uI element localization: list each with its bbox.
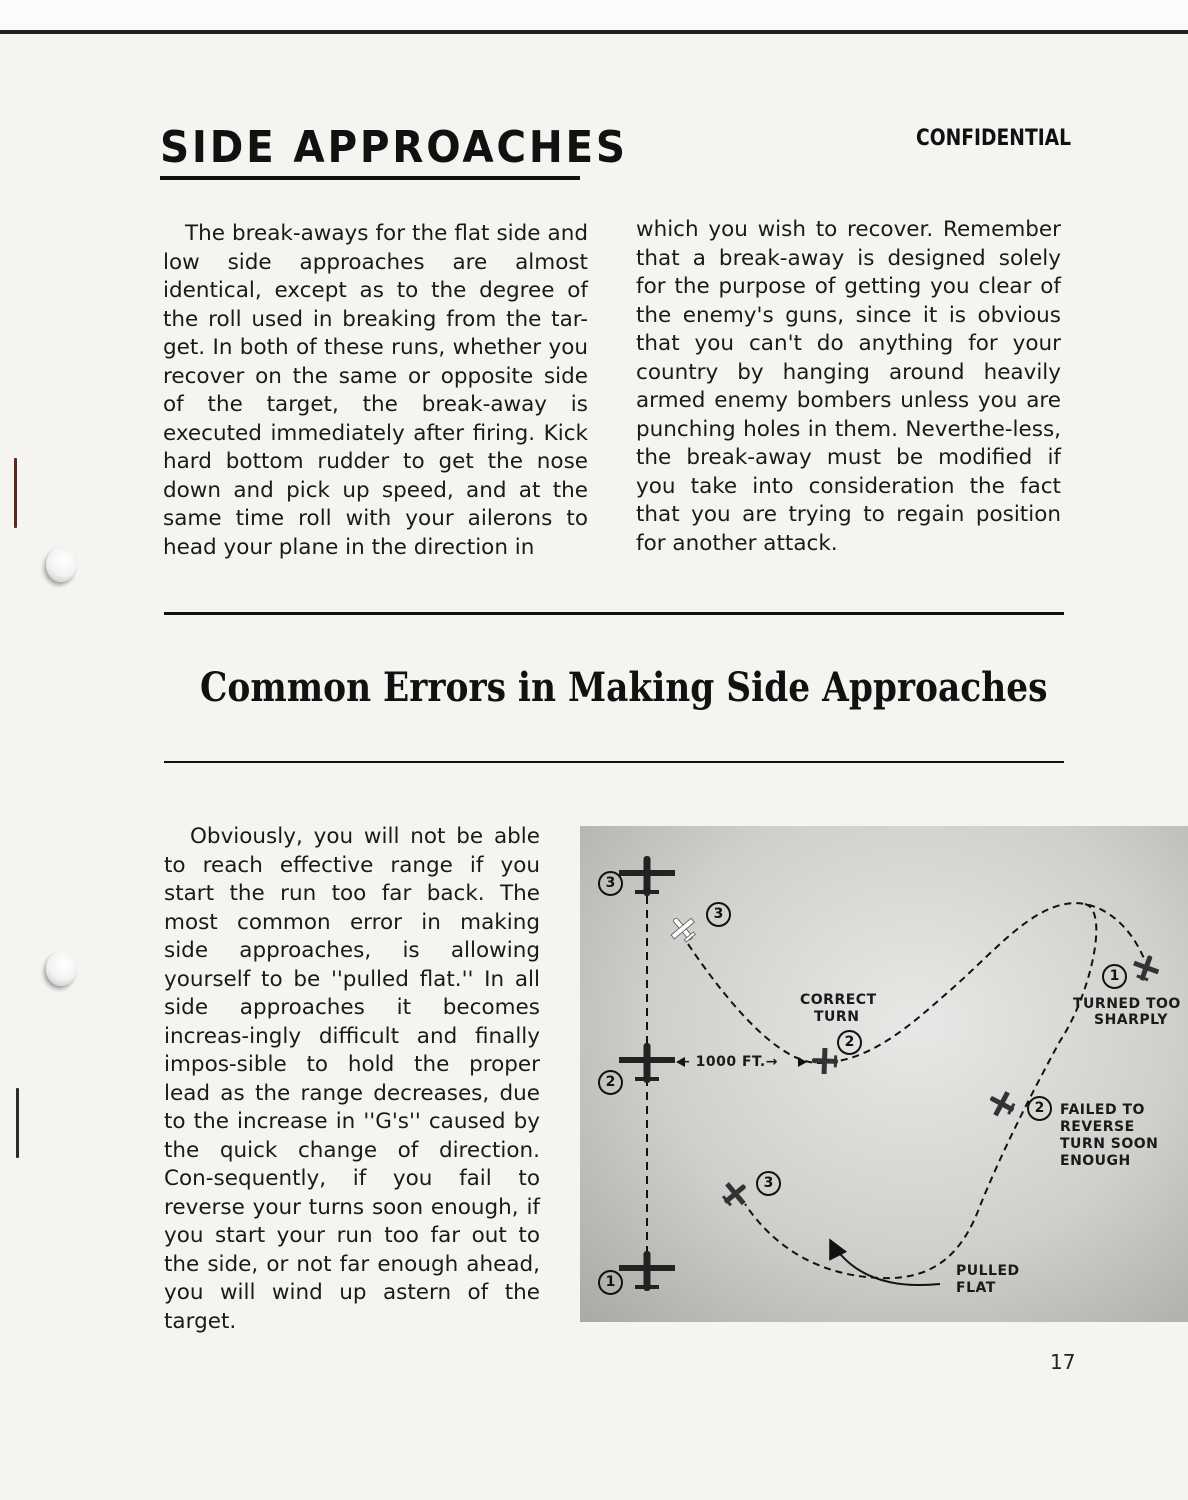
marker-fighter-start: 1 <box>1102 964 1127 989</box>
marker-bomber-mid: 2 <box>598 1070 623 1095</box>
common-errors-title: Common Errors in Making Side Approaches <box>200 664 1048 711</box>
binder-hole-upper <box>46 548 76 582</box>
divider-bottom <box>164 761 1064 763</box>
divider-top <box>164 612 1064 615</box>
distance-arrow-right <box>798 1057 807 1067</box>
distance-label: ← 1000 FT.→ <box>678 1054 778 1070</box>
marker-bomber-top: 3 <box>598 871 623 896</box>
fighter-flat-3-icon <box>717 1176 754 1213</box>
turned-too-sharply-label-1: TURNED TOO <box>1073 996 1181 1012</box>
failed-reverse-label-1: FAILED TO <box>1060 1102 1145 1118</box>
marker-bomber-bottom: 1 <box>598 1270 623 1295</box>
side-approaches-paragraph-right: which you wish to recover. Remember that a break-away is designed solely for the purpose of getting you clear of the enemy's guns, since it is obvious that you can't do anything for your country by hanging around heavily armed enemy bombers unless you are punching holes in them. Neverthe-less, the break-away must be modified if you take into consideration the fact that you are trying to regain position for another attack. <box>636 217 1061 556</box>
failed-turn-path <box>745 904 1096 1278</box>
marker-fighter-failed-2: 2 <box>1027 1096 1052 1121</box>
section-title: SIDE APPROACHES <box>160 122 628 173</box>
fighter-correct-3-icon <box>665 911 702 948</box>
side-approach-diagram <box>580 826 1188 1322</box>
failed-reverse-label-3: TURN SOON <box>1060 1136 1159 1152</box>
turned-too-sharply-label-2: SHARPLY <box>1094 1012 1169 1028</box>
bomber-top-icon <box>619 856 675 896</box>
failed-reverse-label-4: ENOUGH <box>1060 1153 1131 1169</box>
correct-turn-path <box>688 903 1145 1063</box>
title-underline <box>160 176 580 180</box>
common-errors-paragraph: Obviously, you will not be able to reach effective range if you start the run too far back. The most common error in making side approaches, is allowing yourself to be ''pulled flat.'' In all side approaches it becomes increas-ingly difficult and finally impos-sible to hold the proper lead as the range decreases, due to the increase in ''G's'' caused by the quick change of direction. Con-sequently, if you fail to reverse your turns soon enough, if you start your run too far out to the side, or not far enough ahead, you will wind up astern of the target. <box>164 824 540 1334</box>
marker-fighter-flat-3: 3 <box>756 1171 781 1196</box>
correct-turn-label-1: CORRECT <box>800 992 877 1008</box>
binder-hole-lower <box>46 952 76 986</box>
side-approaches-paragraph-left: The break-aways for the flat side and low side approaches are almost identical, except as to the degree of the roll used in breaking from the tar-get. In both of these runs, whether you recover on the same or opposite side of the target, the break-away is executed immediately after firing. Kick hard bottom rudder to get the nose down and pick up speed, and at the same time roll with your ailerons to head your plane in the direction in <box>163 221 588 560</box>
classification-label: CONFIDENTIAL <box>916 126 1072 151</box>
pulled-flat-label-1: PULLED <box>956 1263 1020 1279</box>
correct-turn-label-2: TURN <box>814 1009 860 1025</box>
edge-mark-upper <box>14 458 17 528</box>
top-page-edge <box>0 0 1188 34</box>
fighter-start-icon <box>1129 951 1162 984</box>
page-number: 17 <box>1050 1350 1076 1374</box>
marker-fighter-correct-2: 2 <box>837 1030 862 1055</box>
fighter-correct-2-icon <box>812 1048 839 1075</box>
marker-fighter-correct-3: 3 <box>706 902 731 927</box>
edge-mark-lower <box>16 1088 19 1158</box>
failed-reverse-label-2: REVERSE <box>1060 1119 1135 1135</box>
bomber-bottom-icon <box>619 1251 675 1291</box>
diagram-drawing <box>580 826 1188 1322</box>
pulled-flat-label-2: FLAT <box>956 1280 996 1296</box>
fighter-failed-2-icon <box>984 1086 1019 1121</box>
bomber-mid-icon <box>619 1043 675 1083</box>
